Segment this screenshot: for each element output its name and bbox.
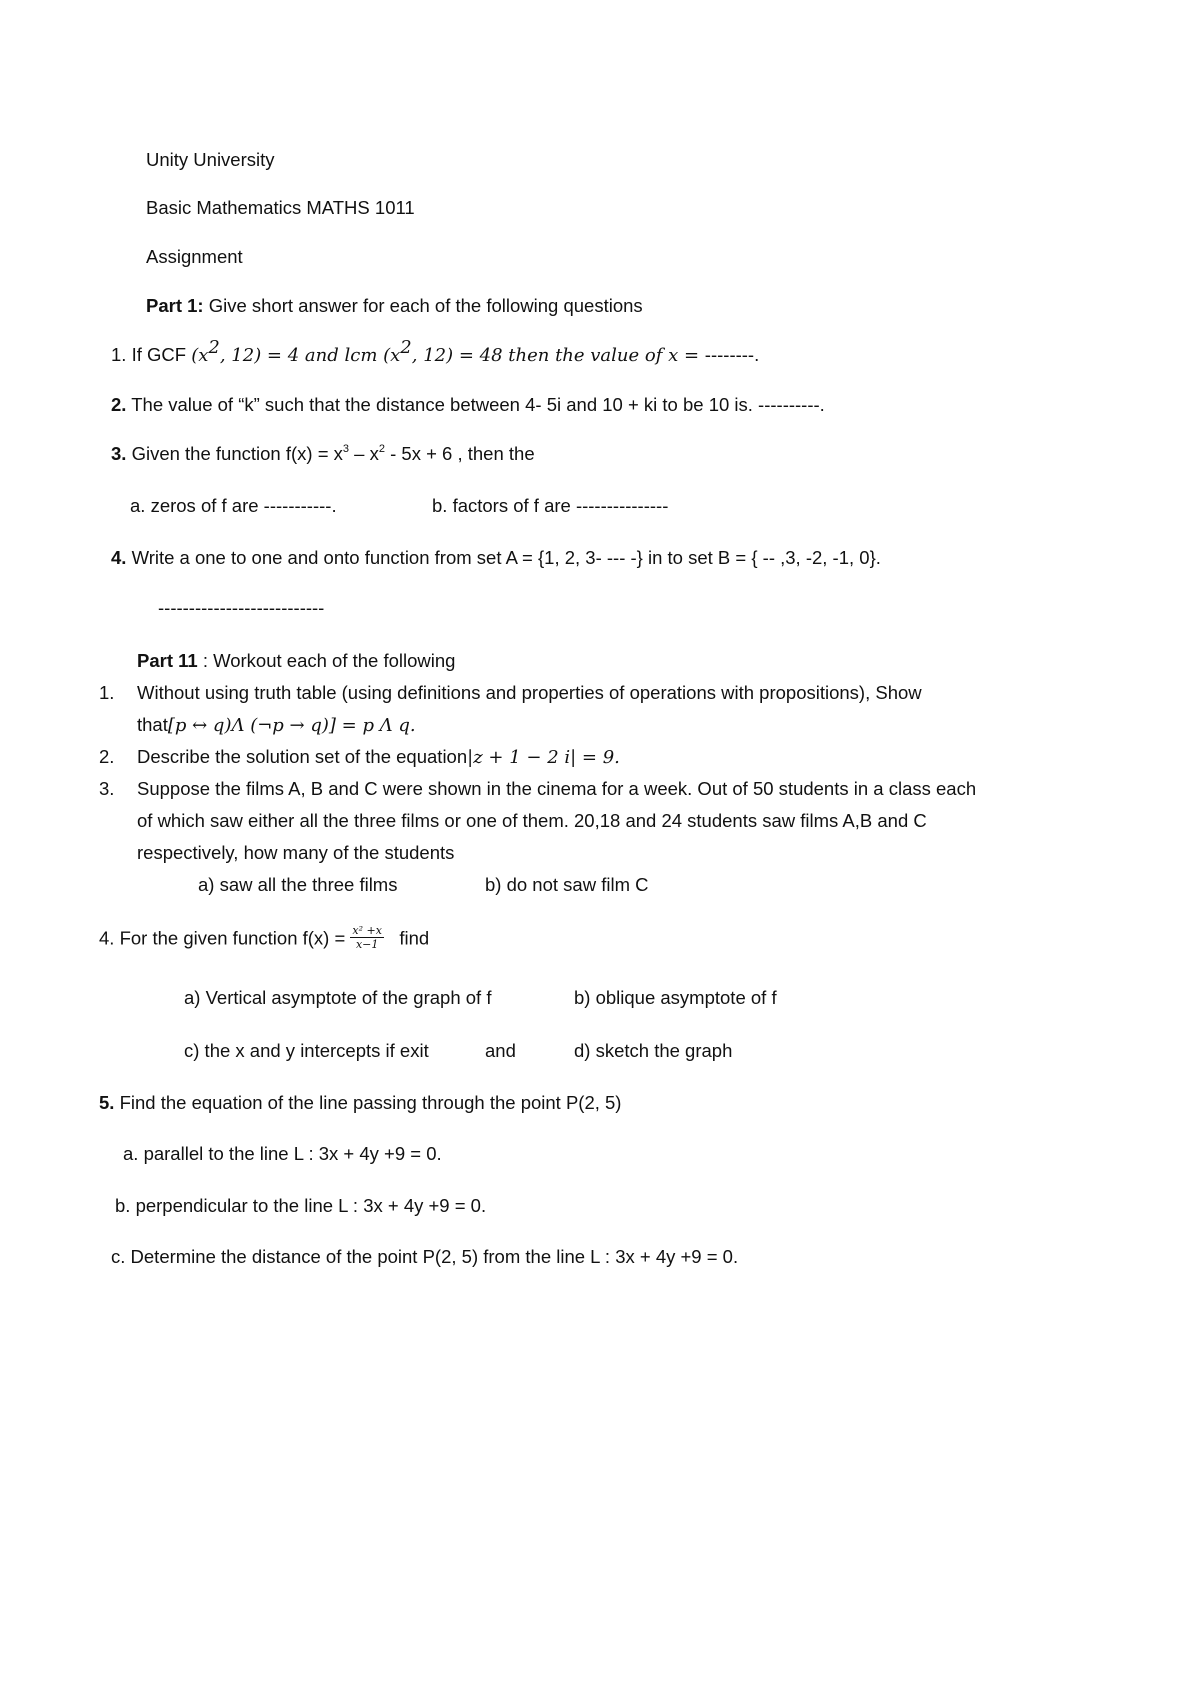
q3-number: 3.	[111, 443, 127, 464]
q3-part-b: b. factors of f are ---------------	[432, 495, 669, 516]
q4-text: Write a one to one and onto function from set A = {1, 2, 3- --- -} in to set B = { -- ,3, -2, -1, 0}.	[126, 547, 881, 568]
p2-item-2-text: Describe the solution set of the equation	[137, 746, 468, 767]
p2-q4-denominator: x−1	[355, 938, 379, 951]
p2-item-2-line	[137, 745, 620, 770]
p2-item-3-line1: Suppose the films A, B and C were shown in the cinema for a week. Out of 50 students in a class each	[137, 778, 977, 799]
p2-q4-find: find	[399, 927, 430, 949]
q2-text: The value of “k” such that the distance between 4- 5i and 10 + ki to be 10 is. ----------.	[126, 394, 825, 415]
part2-instruction: : Workout each of the following	[197, 650, 456, 671]
p2-item-2-number: 2.	[99, 746, 115, 767]
part1-question-1	[111, 337, 760, 368]
q2-number: 2.	[111, 394, 127, 415]
q4-number: 4.	[111, 547, 127, 568]
part1-heading-line	[146, 294, 643, 318]
part1-instruction: Give short answer for each of the following questions	[203, 295, 643, 316]
document-type: Assignment	[146, 246, 243, 267]
p2-item-1-line2	[137, 713, 416, 738]
p2-item-3-b: b) do not saw film C	[485, 874, 649, 895]
part2-heading-line	[137, 649, 455, 673]
q3-text-b: – x	[349, 443, 379, 464]
q1-blank: --------.	[704, 344, 760, 365]
q1-math-c: , 12) = 48 then the value of x =	[411, 345, 705, 366]
p2-q4-numerator: x² +x	[352, 924, 382, 937]
p2-q4-b: b) oblique asymptote of f	[574, 987, 777, 1008]
q1-number: 1.	[111, 344, 132, 365]
p2-item-1-line1: Without using truth table (using definitions and properties of operations with propositions), Show	[137, 682, 922, 703]
part1-heading: Part 1:	[146, 295, 204, 316]
q4-answer-blank: ---------------------------	[158, 597, 325, 618]
p2-item-3-number: 3.	[99, 778, 115, 799]
p2-q4-and: and	[485, 1040, 516, 1061]
p2-item-3-line3: respectively, how many of the students	[137, 842, 455, 863]
p2-q4-fraction	[350, 924, 384, 951]
p2-item-1-text: that	[137, 714, 168, 735]
p2-q5-text: Find the equation of the line passing through the point P(2, 5)	[114, 1092, 622, 1113]
q3-text-a: Given the function f(x) = x	[126, 443, 343, 464]
q1-text: If GCF	[131, 344, 192, 365]
p2-item-2-math: |z + 1 − 2 i| = 9.	[467, 747, 620, 768]
p2-item-1-math: [p ↔ q)Λ (¬p → q)] = p Λ q.	[167, 715, 416, 736]
p2-question-5	[99, 1091, 621, 1115]
q1-math-a: (x	[191, 345, 209, 366]
p2-q4-d: d) sketch the graph	[574, 1040, 733, 1061]
part1-question-3	[111, 442, 535, 466]
p2-question-4	[99, 926, 429, 953]
q1-sup-a: 2	[208, 337, 220, 358]
part1-question-2	[111, 393, 825, 417]
q3-text-c: - 5x + 6 , then the	[384, 443, 535, 464]
p2-q5-b: b. perpendicular to the line L : 3x + 4y +9 = 0.	[115, 1195, 487, 1216]
p2-item-3-line2: of which saw either all the three films or one of them. 20,18 and 24 students saw films A,B and C	[137, 810, 927, 831]
course-title: Basic Mathematics MATHS 1011	[146, 197, 415, 218]
p2-item-1-number: 1.	[99, 682, 115, 703]
q1-math-b: , 12) = 4 and lcm (x	[219, 345, 401, 366]
p2-q4-a: a) Vertical asymptote of the graph of f	[184, 987, 492, 1008]
q3-part-a: a. zeros of f are -----------.	[130, 495, 337, 516]
p2-q4-text: 4. For the given function f(x) =	[99, 927, 351, 949]
q3-sup-b: 2	[378, 443, 385, 455]
p2-item-3-a: a) saw all the three films	[198, 874, 398, 895]
p2-q5-number: 5.	[99, 1092, 115, 1113]
q1-sup-b: 2	[400, 337, 412, 358]
q3-sup-a: 3	[342, 443, 350, 455]
p2-q5-a: a. parallel to the line L : 3x + 4y +9 = 0.	[123, 1143, 442, 1164]
university-name: Unity University	[146, 149, 275, 170]
part1-question-4	[111, 546, 881, 570]
p2-q4-c: c) the x and y intercepts if exit	[184, 1040, 429, 1061]
p2-q5-c: c. Determine the distance of the point P(2, 5) from the line L : 3x + 4y +9 = 0.	[111, 1246, 739, 1267]
part2-heading: Part 11	[137, 650, 198, 671]
